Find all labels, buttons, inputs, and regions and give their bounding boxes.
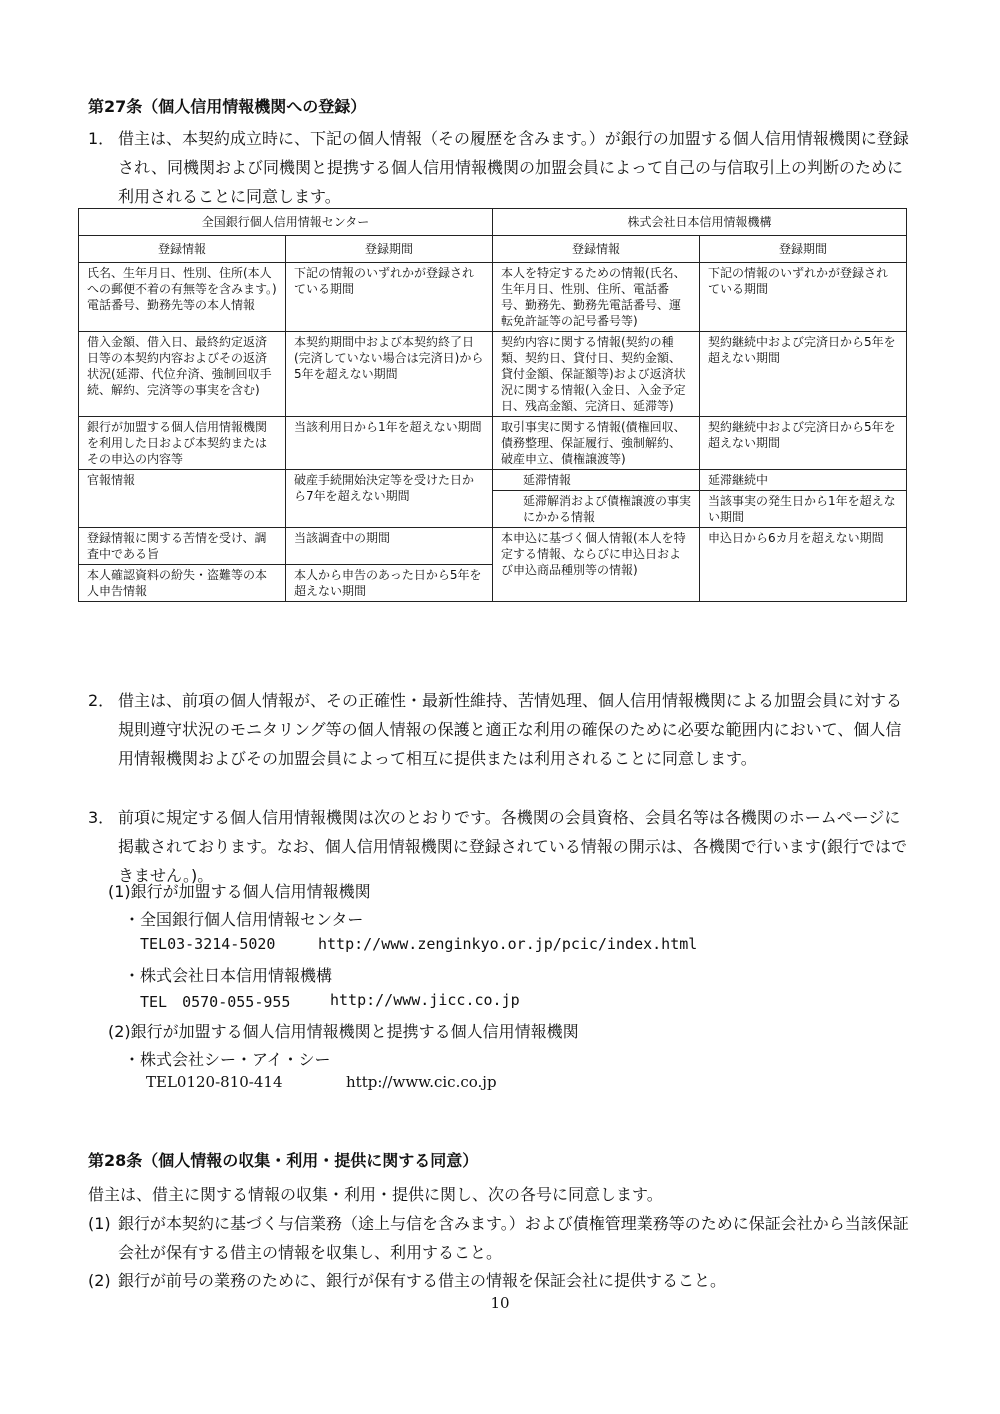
table-cell: 下記の情報のいずれかが登録されている期間 [700,263,907,332]
table-cell: 下記の情報のいずれかが登録されている期間 [286,263,493,332]
table-cell: 当該調査中の期間 [286,528,493,565]
table-cell: 本人確認資料の紛失・盗難等の本人申告情報 [79,565,286,602]
item-number: (1) [88,1214,111,1233]
table-cell: 登録情報に関する苦情を受け、調査中である旨 [79,528,286,565]
table-cell: 銀行が加盟する個人信用情報機関を利用した日および本契約またはその申込の内容等 [79,417,286,470]
paragraph-number: 2． [88,691,115,710]
page-number: 10 [490,1294,510,1312]
org-cic-url[interactable]: http://www.cic.co.jp [346,1073,497,1091]
col-header-info: 登録情報 [493,236,700,263]
article-27-heading: 第27条（個人信用情報機関への登録） [88,97,367,116]
table-cell: 当該事実の発生日から1年を超えない期間 [700,491,907,528]
table-cell: 破産手続開始決定等を受けた日から7年を超えない期間 [286,470,493,528]
org-jicc-phone: TEL 0570-055-955 [140,993,291,1011]
paragraph-text: 借主は、前項の個人情報が、その正確性・最新性維持、苦情処理、個人信用情報機関による加盟会員に対する規則遵守状況のモニタリング等の個人情報の保護と適正な利用の確保のために必要な範囲内において、個人信用情報機関およびその加盟会員によって相互に提供または利用されることに同意します。 [118,691,903,768]
table-row [79,263,907,332]
table-cell: 当該利用日から1年を超えない期間 [286,417,493,470]
article-27-paragraph-1 [88,124,910,211]
org-cic-name: ・株式会社シー・アイ・シー [124,1050,331,1069]
table-cell: 延滞継続中 [700,470,907,491]
table-row [79,528,907,565]
org-header-jicc: 株式会社日本信用情報機構 [493,209,907,236]
table-cell: 契約継続中および完済日から5年を超えない期間 [700,332,907,417]
org-zenginkyo-url[interactable]: http://www.zenginkyo.or.jp/pcic/index.html [318,935,698,953]
table-cell: 契約内容に関する情報(契約の種類、契約日、貸付日、契約金額、貸付金額、保証額等)および返済状況に関する情報(入金日、入金予定日、残高金額、完済日、延滞等) [493,332,700,417]
paragraph-number: 3． [88,808,115,827]
table-cell: 本契約期間中および本契約終了日(完済していない場合は完済日)から5年を超えない期間 [286,332,493,417]
table-row [79,470,907,491]
col-header-period: 登録期間 [286,236,493,263]
paragraph-text: 前項に規定する個人信用情報機関は次のとおりです。各機関の会員資格、会員名等は各機関のホームページに掲載されております。なお、個人信用情報機関に登録されている情報の開示は、各機関で行います(銀行ではできません。)。 [118,808,907,885]
article-28-intro: 借主は、借主に関する情報の収集・利用・提供に関し、次の各号に同意します。 [88,1185,663,1204]
table-cell: 官報情報 [79,470,286,528]
table-cell: 延滞情報 [493,470,700,491]
org-jicc-name: ・株式会社日本信用情報機構 [124,966,333,985]
article-28-item-2 [88,1266,910,1295]
table-cell: 借入金額、借入日、最終約定返済日等の本契約内容およびその返済状況(延滞、代位弁済、強制回収手続、解約、完済等の事実を含む) [79,332,286,417]
item-text: 銀行が前号の業務のために、銀行が保有する借主の情報を保証会社に提供すること。 [118,1271,727,1290]
table-cell: 申込日から6カ月を超えない期間 [700,528,907,602]
org-header-zenginkyo: 全国銀行個人信用情報センター [79,209,493,236]
col-header-info: 登録情報 [79,236,286,263]
table-cell: 取引事実に関する情報(債権回収、債務整理、保証履行、強制解約、破産申立、債権譲渡等) [493,417,700,470]
org-zenginkyo-name: ・全国銀行個人信用情報センター [124,910,364,929]
item-number: (2) [88,1271,111,1290]
table-cell: 契約継続中および完済日から5年を超えない期間 [700,417,907,470]
table-cell: 本人から申告のあった日から5年を超えない期間 [286,565,493,602]
table-row [79,332,907,417]
table-cell: 氏名、生年月日、性別、住所(本人への郵便不着の有無等を含みます。)電話番号、勤務先等の本人情報 [79,263,286,332]
table-cell: 本人を特定するための情報(氏名、生年月日、性別、住所、電話番号、勤務先、勤務先電話番号、運転免許証等の記号番号等) [493,263,700,332]
table-cell: 延滞解消および債権譲渡の事実にかかる情報 [493,491,700,528]
table-row [79,417,907,470]
subsection-2-title: (2)銀行が加盟する個人信用情報機関と提携する個人信用情報機関 [108,1022,579,1041]
paragraph-number: 1． [88,129,115,148]
org-cic-phone: TEL0120-810-414 [146,1073,283,1091]
article-28-heading: 第28条（個人情報の収集・利用・提供に関する同意） [88,1151,479,1170]
item-text: 銀行が本契約に基づく与信業務（途上与信を含みます。）および債権管理業務等のために保証会社から当該保証会社が保有する借主の情報を収集し、利用すること。 [118,1214,909,1262]
article-27-paragraph-2 [88,686,910,773]
paragraph-text: 借主は、本契約成立時に、下記の個人情報（その履歴を含みます。）が銀行の加盟する個人信用情報機関に登録され、同機関および同機関と提携する個人信用情報機関の加盟会員によって自己の与信取引上の判断のために利用されることに同意します。 [118,129,909,206]
table-cell: 本申込に基づく個人情報(本人を特定する情報、ならびに申込日および申込商品種別等の情報) [493,528,700,602]
subsection-1-title: (1)銀行が加盟する個人信用情報機関 [108,882,371,901]
org-jicc-url[interactable]: http://www.jicc.co.jp [330,991,520,1009]
col-header-period: 登録期間 [700,236,907,263]
org-zenginkyo-phone: TEL03-3214-5020 [140,935,276,953]
article-28-item-1 [88,1209,910,1267]
credit-info-table [78,208,907,602]
